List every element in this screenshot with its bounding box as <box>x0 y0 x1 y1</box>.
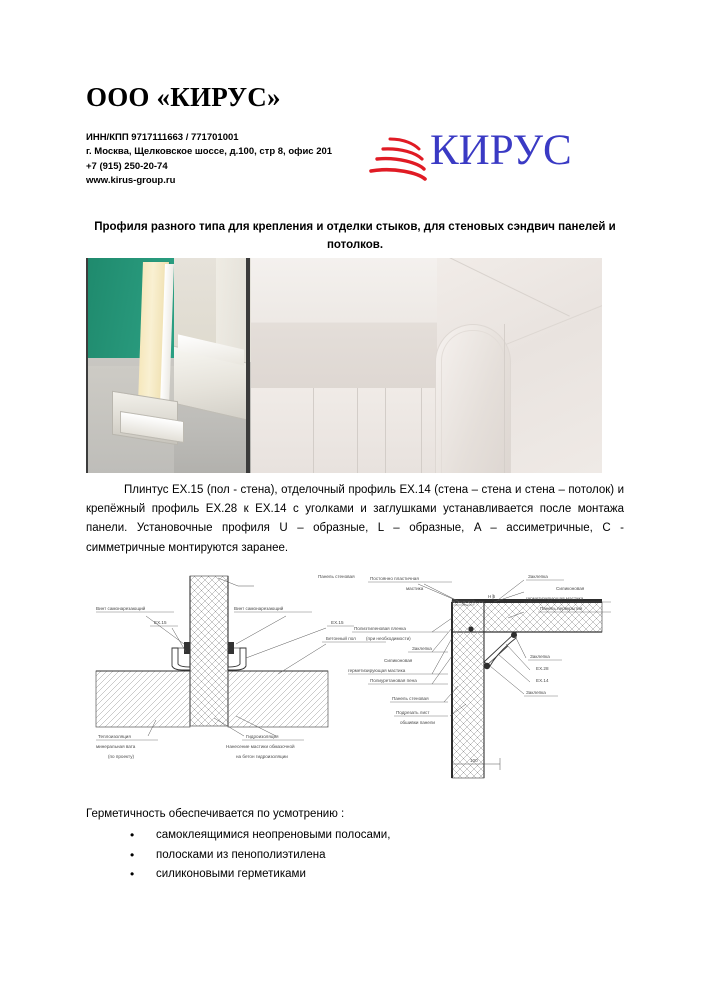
right-label-20: 100 <box>470 758 478 763</box>
right-label-17: EX.28 <box>536 666 549 671</box>
photo-rounded-corner-inner <box>441 330 505 473</box>
right-label-6: Панель перекрытия <box>540 606 583 611</box>
photo-dark-edge <box>246 258 250 473</box>
list-item-label: силиконовыми герметиками <box>156 868 306 880</box>
left-label-6: Теплоизоляция <box>98 734 131 739</box>
photo-row <box>86 258 602 473</box>
right-label-12: Полиуретановая пена <box>370 678 417 683</box>
right-label-0: Постоянно пластичная <box>370 576 419 581</box>
contact-line-address: г. Москва, Щелковское шоссе, д.100, стр 8, офис 201 <box>86 146 333 158</box>
right-label-15: обшивки панели <box>400 720 435 725</box>
bullet-icon: • <box>130 867 135 881</box>
logo-wordmark: КИРУС <box>430 127 572 174</box>
right-label-16: Заклепка <box>530 654 550 659</box>
photo-panel-seam <box>421 388 422 473</box>
photo-panel-seam <box>313 388 314 473</box>
left-label-0: Панель стенoвая <box>318 574 355 579</box>
right-label-5: герметизирующая мастика <box>526 596 584 601</box>
right-label-13: Панель стеновая <box>392 696 429 701</box>
red-arcs-icon <box>368 132 430 184</box>
right-label-9: Заклепка <box>412 646 432 651</box>
contact-line-inn: ИНН/КПП 9717111663 / 771701001 <box>86 132 239 143</box>
right-label-7: Полиэтиленовая пленка <box>354 626 406 631</box>
right-label-8: (при необходимости) <box>366 636 411 641</box>
photo-ceiling-beam <box>251 322 437 391</box>
right-label-19: Заклепка <box>526 690 546 695</box>
sealing-list <box>86 826 556 885</box>
floor-wall-profile-photo <box>86 258 251 473</box>
technical-drawings <box>86 566 611 786</box>
list-item <box>86 826 556 846</box>
photo-panel-seam <box>357 388 358 473</box>
company-logo <box>368 126 600 188</box>
left-label-10: Нанесение мастики обмазочной <box>226 744 295 749</box>
photo-corner-edge <box>504 324 505 473</box>
sealing-heading: Герметичность обеспечивается по усмотрению : <box>86 808 345 820</box>
right-label-10: Силиконовая <box>384 658 413 663</box>
contact-line-phone: +7 (915) 250-20-74 <box>86 160 168 172</box>
list-item <box>86 846 556 866</box>
right-label-4: Силиконовая <box>556 586 585 591</box>
ceiling-corner-profile-photo <box>251 258 602 473</box>
left-label-11: на бетон гидроизоляции <box>236 754 288 759</box>
right-label-11: герметизирующая мастика <box>348 668 406 673</box>
left-label-7: минеральная вата <box>96 744 136 749</box>
contact-block <box>86 131 332 189</box>
left-label-8: (по проекту) <box>108 754 135 759</box>
left-label-3: Винт самонарезающий <box>234 606 284 611</box>
drawings-svg <box>86 566 611 786</box>
list-item <box>86 865 556 885</box>
floor-wall-junction-drawing <box>96 574 386 759</box>
list-item-label: полосками из пенополиэтилена <box>156 848 326 861</box>
left-label-5: Бетонный пол <box>326 636 356 641</box>
left-label-1: Винт самонарезающий <box>96 606 146 611</box>
left-label-9: Гидроизоляция <box>246 734 279 739</box>
bullet-icon: • <box>130 828 135 842</box>
bullet-icon: • <box>130 847 135 862</box>
photo-panel-wall <box>251 388 437 473</box>
left-label-4: EX.15 <box>331 620 344 625</box>
page-title: Профиля разного типа для крепления и отделки стыков, для стеновых сэндвич панелей и потолков. <box>94 221 616 251</box>
intro-paragraph: Плинтус EX.15 (пол - стена), отделочный профиль EX.14 (стена – стена и стена – потолок) и крепёжный профиль EX.28 к EX.14 с уголками и заглушками устанавливается после монтажа панели. Установочные профиля U – образные, L – образные, A – ассиметричные, C - симметричные монтируются заранее. <box>86 484 624 554</box>
contact-line-website[interactable]: www.kirus-group.ru <box>86 175 176 187</box>
company-title: ООО «КИРУС» <box>86 82 281 112</box>
right-label-14: Подрезать лист <box>396 710 430 715</box>
right-label-2: H 6 <box>488 594 496 599</box>
photo-panel-seam <box>385 388 386 473</box>
wall-ceiling-junction-drawing <box>348 574 611 778</box>
right-label-3: Заклепка <box>528 574 548 579</box>
left-label-2: EX.15 <box>154 620 167 625</box>
right-label-1: мастика <box>406 586 424 591</box>
list-item-label: самоклеящимися неопреновыми полосами, <box>156 829 391 841</box>
right-label-18: EX.14 <box>536 678 549 683</box>
